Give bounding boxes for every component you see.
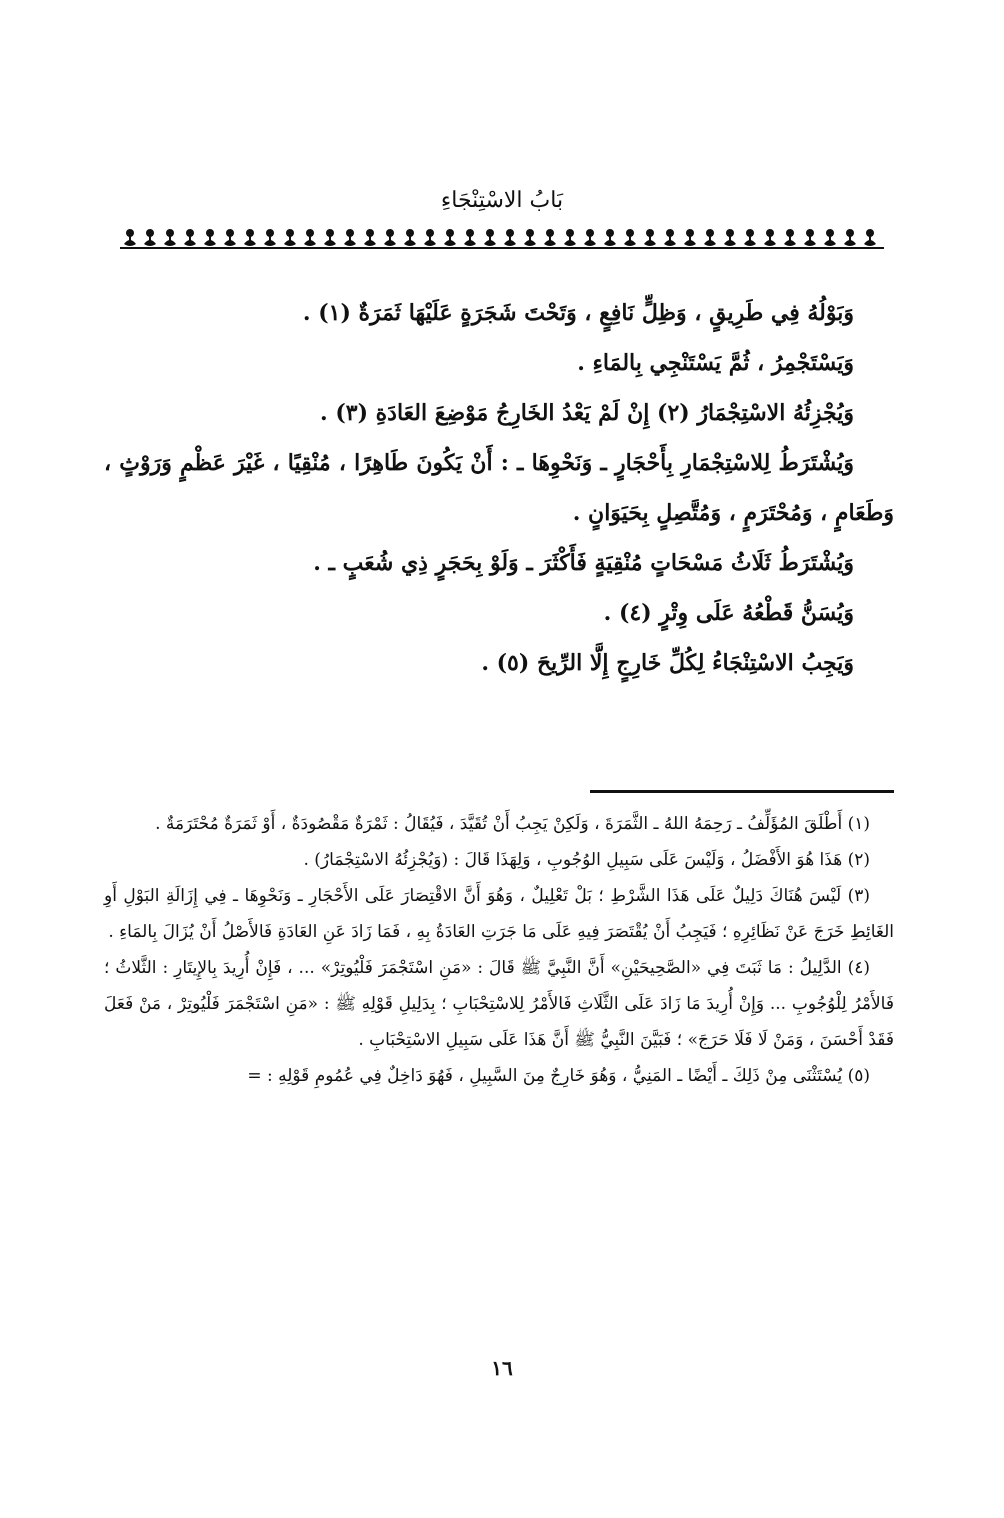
footnote-3: (٣) لَيْسَ هُنَاكَ دَلِيلٌ عَلَى هَذَا الشَّرْطِ ؛ بَلْ تَعْلِيلٌ ، وَهُوَ أَنَّ الاقْتِصَارَ عَلَى الأَحْجَارِ ـ وَنَحْوِهَا ـ فِي إِزَالَةِ البَوْلِ أَوِ الغَائِطِ خَرَجَ عَنْ نَظَائِرِهِ ؛ فَيَجِبُ أَنْ يُقْتَصَرَ فِيهِ عَلَى مَا جَرَتِ العَادَةُ بِهِ ، فَمَا زَادَ عَنِ العَادَةِ فَالأَصْلُ أَنْ يُزَالَ بِالمَاءِ . (104, 886, 894, 942)
main-line-6: وَيُسَنُّ قَطْعُهُ عَلَى وِتْرٍ (٤) . (603, 600, 854, 626)
main-line-5: وَيُشْتَرَطُ ثَلَاثُ مَسْحَاتٍ مُنْقِيَةٍ فَأَكْثَرَ ـ وَلَوْ بِحَجَرٍ ذِي شُعَبٍ ـ . (313, 550, 854, 576)
footnote-1: (١) أَطْلَقَ المُؤَلِّفُ ـ رَحِمَهُ اللهُ ـ الثَّمَرَةَ ، وَلَكِنْ يَجِبُ أَنْ تُقَيَّدَ ، فَيُقَالُ : ثَمْرَةٌ مَقْصُودَةٌ ، أَوْ ثَمَرَةٌ مُحْتَرَمَةٌ . (155, 814, 870, 834)
main-line-7: وَيَجِبُ الاسْتِنْجَاءُ لِكُلِّ خَارِجٍ إِلَّا الرِّيحَ (٥) . (481, 650, 854, 676)
main-line-3: وَيُجْزِئُهُ الاسْتِجْمَارُ (٢) إِنْ لَمْ يَعْدُ الخَارِجُ مَوْضِعَ العَادَةِ (٣) . (320, 400, 854, 426)
footnote-separator (590, 790, 894, 793)
main-text (104, 288, 894, 688)
main-line-2: وَيَسْتَجْمِرُ ، ثُمَّ يَسْتَنْجِي بِالمَاءِ . (577, 350, 854, 376)
main-line-1: وَبَوْلُهُ فِي طَرِيقٍ ، وَظِلٍّ نَافِعٍ ، وَتَحْتَ شَجَرَةٍ عَلَيْهَا ثَمَرَةٌ (١) . (302, 300, 854, 326)
ornamental-border (120, 226, 884, 250)
footnote-5: (٥) يُسْتَثْنَى مِنْ ذَلِكَ ـ أَيْضًا ـ المَنِيُّ ، وَهُوَ خَارِجٌ مِنَ السَّبِيلِ ، فَهُوَ دَاخِلٌ فِي عُمُومِ قَوْلِهِ : = (247, 1066, 870, 1086)
footnote-2: (٢) هَذَا هُوَ الأَفْضَلُ ، وَلَيْسَ عَلَى سَبِيلِ الوُجُوبِ ، وَلِهَذَا قَالَ : (وَيُجْزِئُهُ الاسْتِجْمَارُ) . (303, 850, 870, 870)
page-number: ١٦ (491, 1356, 513, 1380)
footnote-4: (٤) الدَّلِيلُ : مَا ثَبَتَ فِي «الصَّحِيحَيْنِ» أَنَّ النَّبِيَّ ﷺ قَالَ : «مَنِ اسْتَجْمَرَ فَلْيُوتِرْ» ... ، فَإِنْ أُرِيدَ بِالإِيتَارِ : الثَّلاثُ ؛ فَالأَمْرُ لِلْوُجُوبِ ... وَإِنْ أُرِيدَ مَا زَادَ عَلَى الثَّلَاثِ فَالأَمْرُ لِلاسْتِحْبَابِ ؛ بِدَلِيلِ قَوْلِهِ ﷺ : «مَنِ اسْتَجْمَرَ فَلْيُوتِرْ ، مَنْ فَعَلَ فَقَدْ أَحْسَنَ ، وَمَنْ لَا فَلَا حَرَجَ» ؛ فَبَيَّنَ النَّبِيُّ ﷺ أَنَّ هَذَا عَلَى سَبِيلِ الاسْتِحْبَابِ . (104, 958, 894, 1050)
footnotes (104, 806, 894, 1094)
chapter-title: بَابُ الاسْتِنْجَاءِ (440, 188, 564, 213)
main-line-4: وَيُشْتَرَطُ لِلاسْتِجْمَارِ بِأَحْجَارٍ ـ وَنَحْوِهَا ـ : أَنْ يَكُونَ طَاهِرًا ، مُنْقِيًا ، غَيْرَ عَظْمٍ وَرَوْثٍ ، وَطَعَامٍ ، وَمُحْتَرَمٍ ، وَمُتَّصِلٍ بِحَيَوَانٍ . (104, 450, 894, 526)
